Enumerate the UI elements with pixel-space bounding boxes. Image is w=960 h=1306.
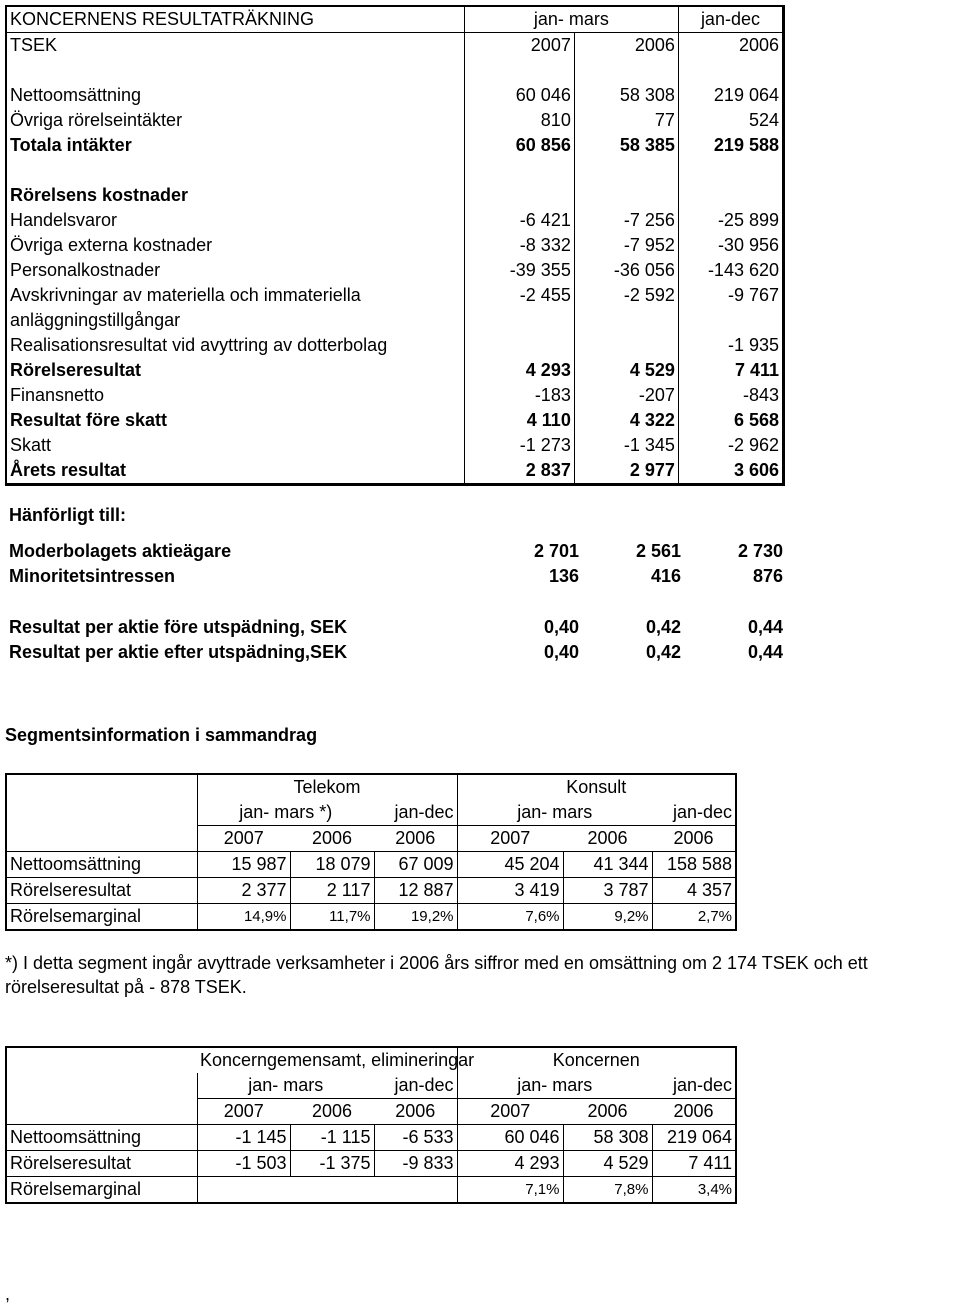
segment-period: jan-dec: [672, 1075, 733, 1095]
income-row: [6, 383, 784, 408]
section-heading-row: [6, 183, 784, 208]
row-value: -39 355: [464, 258, 574, 283]
row-value: -1 145: [197, 1125, 290, 1151]
income-row: [6, 258, 784, 283]
row-value: 19,2%: [374, 904, 457, 931]
row-value: 60 046: [457, 1125, 563, 1151]
row-value: -1 273: [464, 433, 574, 458]
row-value: 60 046: [464, 83, 574, 108]
segment-table-group-total: [5, 1046, 737, 1204]
income-title: KONCERNENS RESULTATRÄKNING: [6, 6, 464, 33]
row-value: [374, 1177, 457, 1204]
year-cell: 2006: [374, 826, 457, 852]
year-cell: 2006: [290, 826, 374, 852]
row-value: 0,40: [543, 617, 579, 637]
year-col-2: 2006: [574, 33, 678, 59]
row-label: Nettoomsättning: [10, 85, 142, 105]
unit-label: TSEK: [10, 35, 58, 55]
row-value: 7 411: [652, 1151, 736, 1177]
row-value: -30 956: [678, 233, 783, 258]
row-value: [197, 1177, 290, 1204]
segment-group-2: Konsult: [457, 774, 736, 800]
attribution-row: [7, 564, 785, 589]
income-row-total: [6, 408, 784, 433]
year-cell: 2006: [290, 1099, 374, 1125]
row-value: 0,44: [747, 617, 783, 637]
row-label: Nettoomsättning: [6, 852, 197, 878]
row-value: 7,8%: [563, 1177, 652, 1204]
income-period-q1: jan- mars: [464, 6, 678, 33]
attribution-heading-row: [7, 503, 785, 528]
income-row: [6, 83, 784, 108]
row-label: Finansnetto: [10, 385, 105, 405]
row-value: 4 357: [652, 878, 736, 904]
row-value: 4 293: [457, 1151, 563, 1177]
income-row-total: [6, 458, 784, 485]
row-label: Övriga externa kostnader: [10, 235, 213, 255]
income-statement-table: [5, 5, 785, 486]
row-value: 2 561: [635, 541, 681, 561]
row-value: 0,40: [543, 642, 579, 662]
row-label: Avskrivningar av materiella och immateriella: [10, 285, 361, 305]
row-value: 12 887: [374, 878, 457, 904]
row-value: -2 592: [574, 283, 678, 308]
income-row: [6, 333, 784, 358]
year-cell: 2006: [563, 826, 652, 852]
row-value: 136: [548, 566, 579, 586]
income-row: [6, 108, 784, 133]
row-value: 0,44: [747, 642, 783, 662]
row-value: -6 421: [464, 208, 574, 233]
segment-period-row: [6, 800, 736, 826]
segment-row: [6, 904, 736, 931]
year-cell: 2006: [563, 1099, 652, 1125]
attribution-heading: Hänförligt till:: [9, 505, 126, 525]
segment-row: [6, 1125, 736, 1151]
year-cell: 2007: [197, 826, 290, 852]
row-value: 0,42: [645, 617, 681, 637]
segment-row: [6, 1177, 736, 1204]
segment-group-row: [6, 774, 736, 800]
attribution-row: [7, 539, 785, 564]
row-value: 58 308: [574, 83, 678, 108]
row-value: 219 064: [678, 83, 783, 108]
row-value: 2 837: [464, 458, 574, 485]
row-value: 3 419: [457, 878, 563, 904]
row-label: Övriga rörelseintäkter: [10, 110, 183, 130]
row-value: -2 455: [464, 283, 574, 308]
row-label: Skatt: [10, 435, 52, 455]
row-value: 15 987: [197, 852, 290, 878]
row-value: 7,1%: [457, 1177, 563, 1204]
row-value: -207: [574, 383, 678, 408]
row-value: 2 701: [533, 541, 579, 561]
row-label: Resultat per aktie efter utspädning,SEK: [9, 642, 348, 662]
segment-period: jan- mars: [457, 1073, 652, 1099]
row-value: 14,9%: [197, 904, 290, 931]
row-value: 2 117: [290, 878, 374, 904]
row-value: 45 204: [457, 852, 563, 878]
row-value: 3,4%: [652, 1177, 736, 1204]
income-row: [6, 233, 784, 258]
row-value: 77: [574, 108, 678, 133]
row-value: -8 332: [464, 233, 574, 258]
row-label: Totala intäkter: [10, 135, 132, 155]
row-value: 18 079: [290, 852, 374, 878]
segment-period: jan-dec: [394, 802, 454, 822]
row-label: Årets resultat: [6, 458, 464, 485]
segment-period: jan-dec: [394, 1075, 454, 1095]
segment-period: jan-dec: [672, 802, 733, 822]
row-label: Personalkostnader: [10, 260, 161, 280]
row-value: 4 110: [464, 408, 574, 433]
row-value: -6 533: [374, 1125, 457, 1151]
row-label: Rörelseresultat: [6, 878, 197, 904]
row-value: -9 833: [374, 1151, 457, 1177]
row-value: 416: [650, 566, 681, 586]
segment-group-row: [6, 1047, 736, 1073]
segment-period-row: [6, 1073, 736, 1099]
row-value: 4 293: [464, 358, 574, 383]
row-value: -1 375: [290, 1151, 374, 1177]
row-value: 11,7%: [290, 904, 374, 931]
year-cell: 2007: [197, 1099, 290, 1125]
section-heading: Rörelsens kostnader: [10, 185, 189, 205]
row-label: Nettoomsättning: [6, 1125, 197, 1151]
row-label: Resultat per aktie före utspädning, SEK: [9, 617, 348, 637]
income-row-total: [6, 358, 784, 383]
income-unit-row: [6, 33, 784, 59]
row-value: 7,6%: [457, 904, 563, 931]
row-value: -25 899: [678, 208, 783, 233]
row-value: 4 322: [574, 408, 678, 433]
trailing-mark: ,: [5, 1284, 11, 1304]
row-value: 3 787: [563, 878, 652, 904]
segment-period: jan- mars: [457, 800, 652, 826]
row-value: 7 411: [678, 358, 783, 383]
row-value: -1 935: [678, 333, 783, 358]
row-label: anläggningstillgångar: [10, 310, 181, 330]
row-value: 2 730: [737, 541, 783, 561]
row-value: 58 385: [574, 133, 678, 158]
segment-footnote: *) I detta segment ingår avyttrade verksamheter i 2006 års siffror med en omsättning om 2 174 TSEK och ett rörelseresultat på - 878 TSEK.: [5, 953, 868, 997]
row-label: Realisationsresultat vid avyttring av dotterbolag: [10, 335, 388, 355]
row-value: [290, 1177, 374, 1204]
spacer-row: [6, 58, 784, 83]
year-col-3: 2006: [678, 33, 783, 59]
segment-heading: Segmentsinformation i sammandrag: [5, 725, 318, 745]
row-label: Rörelsemarginal: [6, 1177, 197, 1204]
segment-row: [6, 852, 736, 878]
row-label: Rörelsemarginal: [6, 904, 197, 931]
income-row: [6, 208, 784, 233]
segment-period: jan- mars *): [197, 800, 374, 826]
segment-year-row: [6, 1099, 736, 1125]
row-value: 876: [752, 566, 783, 586]
row-value: -183: [464, 383, 574, 408]
income-row: [6, 308, 784, 333]
row-label: Minoritetsintressen: [9, 566, 176, 586]
row-label: Rörelseresultat: [10, 360, 142, 380]
row-label: Resultat före skatt: [10, 410, 168, 430]
row-value: -7 952: [574, 233, 678, 258]
row-value: 41 344: [563, 852, 652, 878]
row-value: 9,2%: [563, 904, 652, 931]
row-value: 158 588: [652, 852, 736, 878]
row-value: 2 977: [574, 458, 678, 485]
row-value: -1 503: [197, 1151, 290, 1177]
eps-row: [7, 640, 785, 665]
year-cell: 2006: [652, 1099, 736, 1125]
year-cell: 2007: [457, 1099, 563, 1125]
segment-year-row: [6, 826, 736, 852]
row-value: 60 856: [464, 133, 574, 158]
row-value: -143 620: [678, 258, 783, 283]
row-value: 4 529: [563, 1151, 652, 1177]
income-row: [6, 283, 784, 308]
segment-group-1: Koncerngemensamt, elimineringar: [200, 1050, 475, 1070]
segment-period: jan- mars: [197, 1073, 374, 1099]
row-value: -843: [678, 383, 783, 408]
row-value: 4 529: [574, 358, 678, 383]
row-value: 219 588: [678, 133, 783, 158]
row-value: 58 308: [563, 1125, 652, 1151]
attribution-section: [7, 503, 785, 665]
row-value: -1 345: [574, 433, 678, 458]
row-value: 219 064: [652, 1125, 736, 1151]
segment-row: [6, 1151, 736, 1177]
row-value: -9 767: [678, 283, 783, 308]
eps-row: [7, 615, 785, 640]
segment-row: [6, 878, 736, 904]
row-value: -36 056: [574, 258, 678, 283]
row-value: -2 962: [678, 433, 783, 458]
row-value: 524: [678, 108, 783, 133]
row-value: 2,7%: [652, 904, 736, 931]
row-label: Moderbolagets aktieägare: [9, 541, 232, 561]
row-value: -1 115: [290, 1125, 374, 1151]
year-cell: 2006: [374, 1099, 457, 1125]
row-label: Handelsvaror: [10, 210, 118, 230]
row-value: 67 009: [374, 852, 457, 878]
year-cell: 2007: [457, 826, 563, 852]
row-value: 2 377: [197, 878, 290, 904]
segment-group-2: Koncernen: [457, 1047, 736, 1073]
income-row: [6, 433, 784, 458]
spacer-row: [6, 158, 784, 183]
year-cell: 2006: [652, 826, 736, 852]
segment-table-telekom-konsult: [5, 773, 737, 931]
row-value: 3 606: [678, 458, 783, 485]
row-value: 0,42: [645, 642, 681, 662]
segment-group-1: Telekom: [197, 774, 457, 800]
row-label: Rörelseresultat: [6, 1151, 197, 1177]
year-col-1: 2007: [464, 33, 574, 59]
income-row-total: [6, 133, 784, 158]
income-period-year: jan-dec: [678, 6, 783, 33]
row-value: 810: [464, 108, 574, 133]
row-value: -7 256: [574, 208, 678, 233]
income-header-row: [6, 6, 784, 33]
row-value: 6 568: [678, 408, 783, 433]
